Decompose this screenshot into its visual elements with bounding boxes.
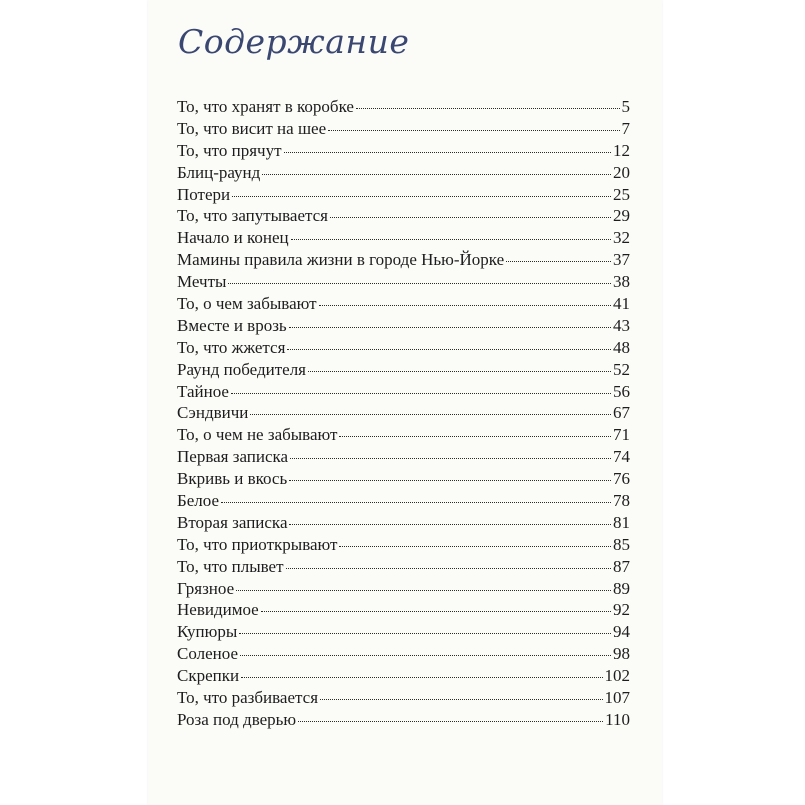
page-title: Содержание xyxy=(178,22,410,61)
toc-entry-page-number: 32 xyxy=(613,228,630,248)
toc-entry-page-number: 76 xyxy=(613,469,630,489)
toc-entry-title: Купюры xyxy=(177,622,238,642)
toc-entry xyxy=(177,228,630,250)
toc-entry-title: Грязное xyxy=(177,578,235,598)
dot-leader xyxy=(232,196,611,197)
dot-leader xyxy=(319,305,611,306)
toc-entry-page-number: 110 xyxy=(605,709,630,729)
toc-entry-page-number: 67 xyxy=(613,403,630,423)
toc-entry-page-number: 92 xyxy=(613,600,630,620)
toc-entry-title: То, о чем забывают xyxy=(177,294,317,314)
toc-entry-title: То, что приоткрывают xyxy=(177,534,338,554)
toc-entry-page-number: 20 xyxy=(613,162,630,182)
toc-entry xyxy=(177,360,630,382)
dot-leader xyxy=(228,283,611,284)
dot-leader xyxy=(290,458,611,459)
toc-entry-page-number: 81 xyxy=(613,512,630,532)
toc-entry-title: Вместе и врозь xyxy=(177,315,287,335)
toc-entry-title: Блиц-раунд xyxy=(177,162,261,182)
dot-leader xyxy=(308,371,611,372)
toc-entry xyxy=(177,425,630,447)
dot-leader xyxy=(241,677,602,678)
toc-entry-title: Соленое xyxy=(177,644,238,664)
toc-entry xyxy=(177,316,630,338)
dot-leader xyxy=(339,546,611,547)
toc-entry-page-number: 12 xyxy=(613,140,630,160)
dot-leader xyxy=(221,502,611,503)
toc-entry-title: То, что разбивается xyxy=(177,688,319,708)
toc-entry-page-number: 56 xyxy=(613,381,630,401)
toc-entry-page-number: 52 xyxy=(613,359,630,379)
dot-leader xyxy=(356,108,620,109)
toc-entry-page-number: 43 xyxy=(613,315,630,335)
toc-entry xyxy=(177,141,630,163)
toc-entry xyxy=(177,491,630,513)
table-of-contents xyxy=(177,97,630,732)
dot-leader xyxy=(262,174,611,175)
toc-entry-title: То, о чем не забывают xyxy=(177,425,338,445)
toc-entry xyxy=(177,447,630,469)
dot-leader xyxy=(287,349,611,350)
toc-entry xyxy=(177,272,630,294)
toc-entry-title: То, что плывет xyxy=(177,556,284,576)
toc-entry-page-number: 87 xyxy=(613,556,630,576)
toc-entry xyxy=(177,97,630,119)
toc-entry xyxy=(177,294,630,316)
toc-entry-page-number: 78 xyxy=(613,491,630,511)
dot-leader xyxy=(250,414,611,415)
dot-leader xyxy=(339,436,611,437)
toc-entry xyxy=(177,535,630,557)
toc-entry xyxy=(177,250,630,272)
toc-entry-title: То, что прячут xyxy=(177,140,282,160)
toc-entry xyxy=(177,206,630,228)
toc-entry-title: Мечты xyxy=(177,272,227,292)
toc-entry-page-number: 38 xyxy=(613,272,630,292)
toc-entry-page-number: 7 xyxy=(621,118,630,138)
toc-entry-title: Вкривь и вкось xyxy=(177,469,288,489)
toc-entry-page-number: 41 xyxy=(613,294,630,314)
toc-entry-page-number: 94 xyxy=(613,622,630,642)
dot-leader xyxy=(328,130,619,131)
toc-entry-page-number: 37 xyxy=(613,250,630,270)
toc-entry xyxy=(177,119,630,141)
toc-entry-title: Потери xyxy=(177,184,231,204)
toc-entry-title: То, что висит на шее xyxy=(177,118,327,138)
dot-leader xyxy=(239,633,611,634)
toc-entry xyxy=(177,666,630,688)
toc-entry-page-number: 85 xyxy=(613,534,630,554)
toc-entry-title: Вторая записка xyxy=(177,512,288,532)
toc-entry xyxy=(177,163,630,185)
dot-leader xyxy=(291,239,611,240)
toc-entry xyxy=(177,557,630,579)
dot-leader xyxy=(298,721,603,722)
toc-entry-page-number: 48 xyxy=(613,337,630,357)
dot-leader xyxy=(231,393,611,394)
toc-entry xyxy=(177,644,630,666)
dot-leader xyxy=(236,590,611,591)
toc-entry-page-number: 74 xyxy=(613,447,630,467)
dot-leader xyxy=(286,568,611,569)
toc-entry xyxy=(177,513,630,535)
toc-entry-title: Роза под дверью xyxy=(177,709,297,729)
toc-entry-title: То, что жжется xyxy=(177,337,286,357)
dot-leader xyxy=(240,655,611,656)
toc-entry xyxy=(177,185,630,207)
toc-entry-title: Белое xyxy=(177,491,220,511)
toc-entry-title: То, что хранят в коробке xyxy=(177,97,354,116)
toc-entry xyxy=(177,622,630,644)
dot-leader xyxy=(261,611,611,612)
toc-entry xyxy=(177,403,630,425)
toc-entry-page-number: 89 xyxy=(613,578,630,598)
toc-entry-title: Сэндвичи xyxy=(177,403,249,423)
toc-entry xyxy=(177,469,630,491)
toc-entry-title: Тайное xyxy=(177,381,229,401)
toc-entry xyxy=(177,710,630,732)
toc-entry-page-number: 102 xyxy=(604,666,630,686)
dot-leader xyxy=(289,327,611,328)
toc-entry-title: Невидимое xyxy=(177,600,259,620)
toc-entry-title: Первая записка xyxy=(177,447,289,467)
dot-leader xyxy=(330,217,611,218)
dot-leader xyxy=(284,152,611,153)
toc-entry-title: Начало и конец xyxy=(177,228,289,248)
toc-entry-title: То, что запутывается xyxy=(177,206,328,226)
toc-entry-page-number: 71 xyxy=(613,425,630,445)
dot-leader xyxy=(506,261,611,262)
toc-entry xyxy=(177,688,630,710)
dot-leader xyxy=(320,699,602,700)
toc-entry-page-number: 25 xyxy=(613,184,630,204)
toc-entry-page-number: 98 xyxy=(613,644,630,664)
toc-entry-page-number: 107 xyxy=(604,688,630,708)
dot-leader xyxy=(289,480,611,481)
dot-leader xyxy=(289,524,611,525)
toc-entry-page-number: 5 xyxy=(621,97,630,116)
toc-entry-title: Раунд победителя xyxy=(177,359,307,379)
toc-entry xyxy=(177,338,630,360)
toc-entry-title: Скрепки xyxy=(177,666,240,686)
toc-entry xyxy=(177,382,630,404)
toc-entry xyxy=(177,579,630,601)
toc-entry xyxy=(177,600,630,622)
toc-entry-title: Мамины правила жизни в городе Нью-Йорке xyxy=(177,250,505,270)
toc-entry-page-number: 29 xyxy=(613,206,630,226)
